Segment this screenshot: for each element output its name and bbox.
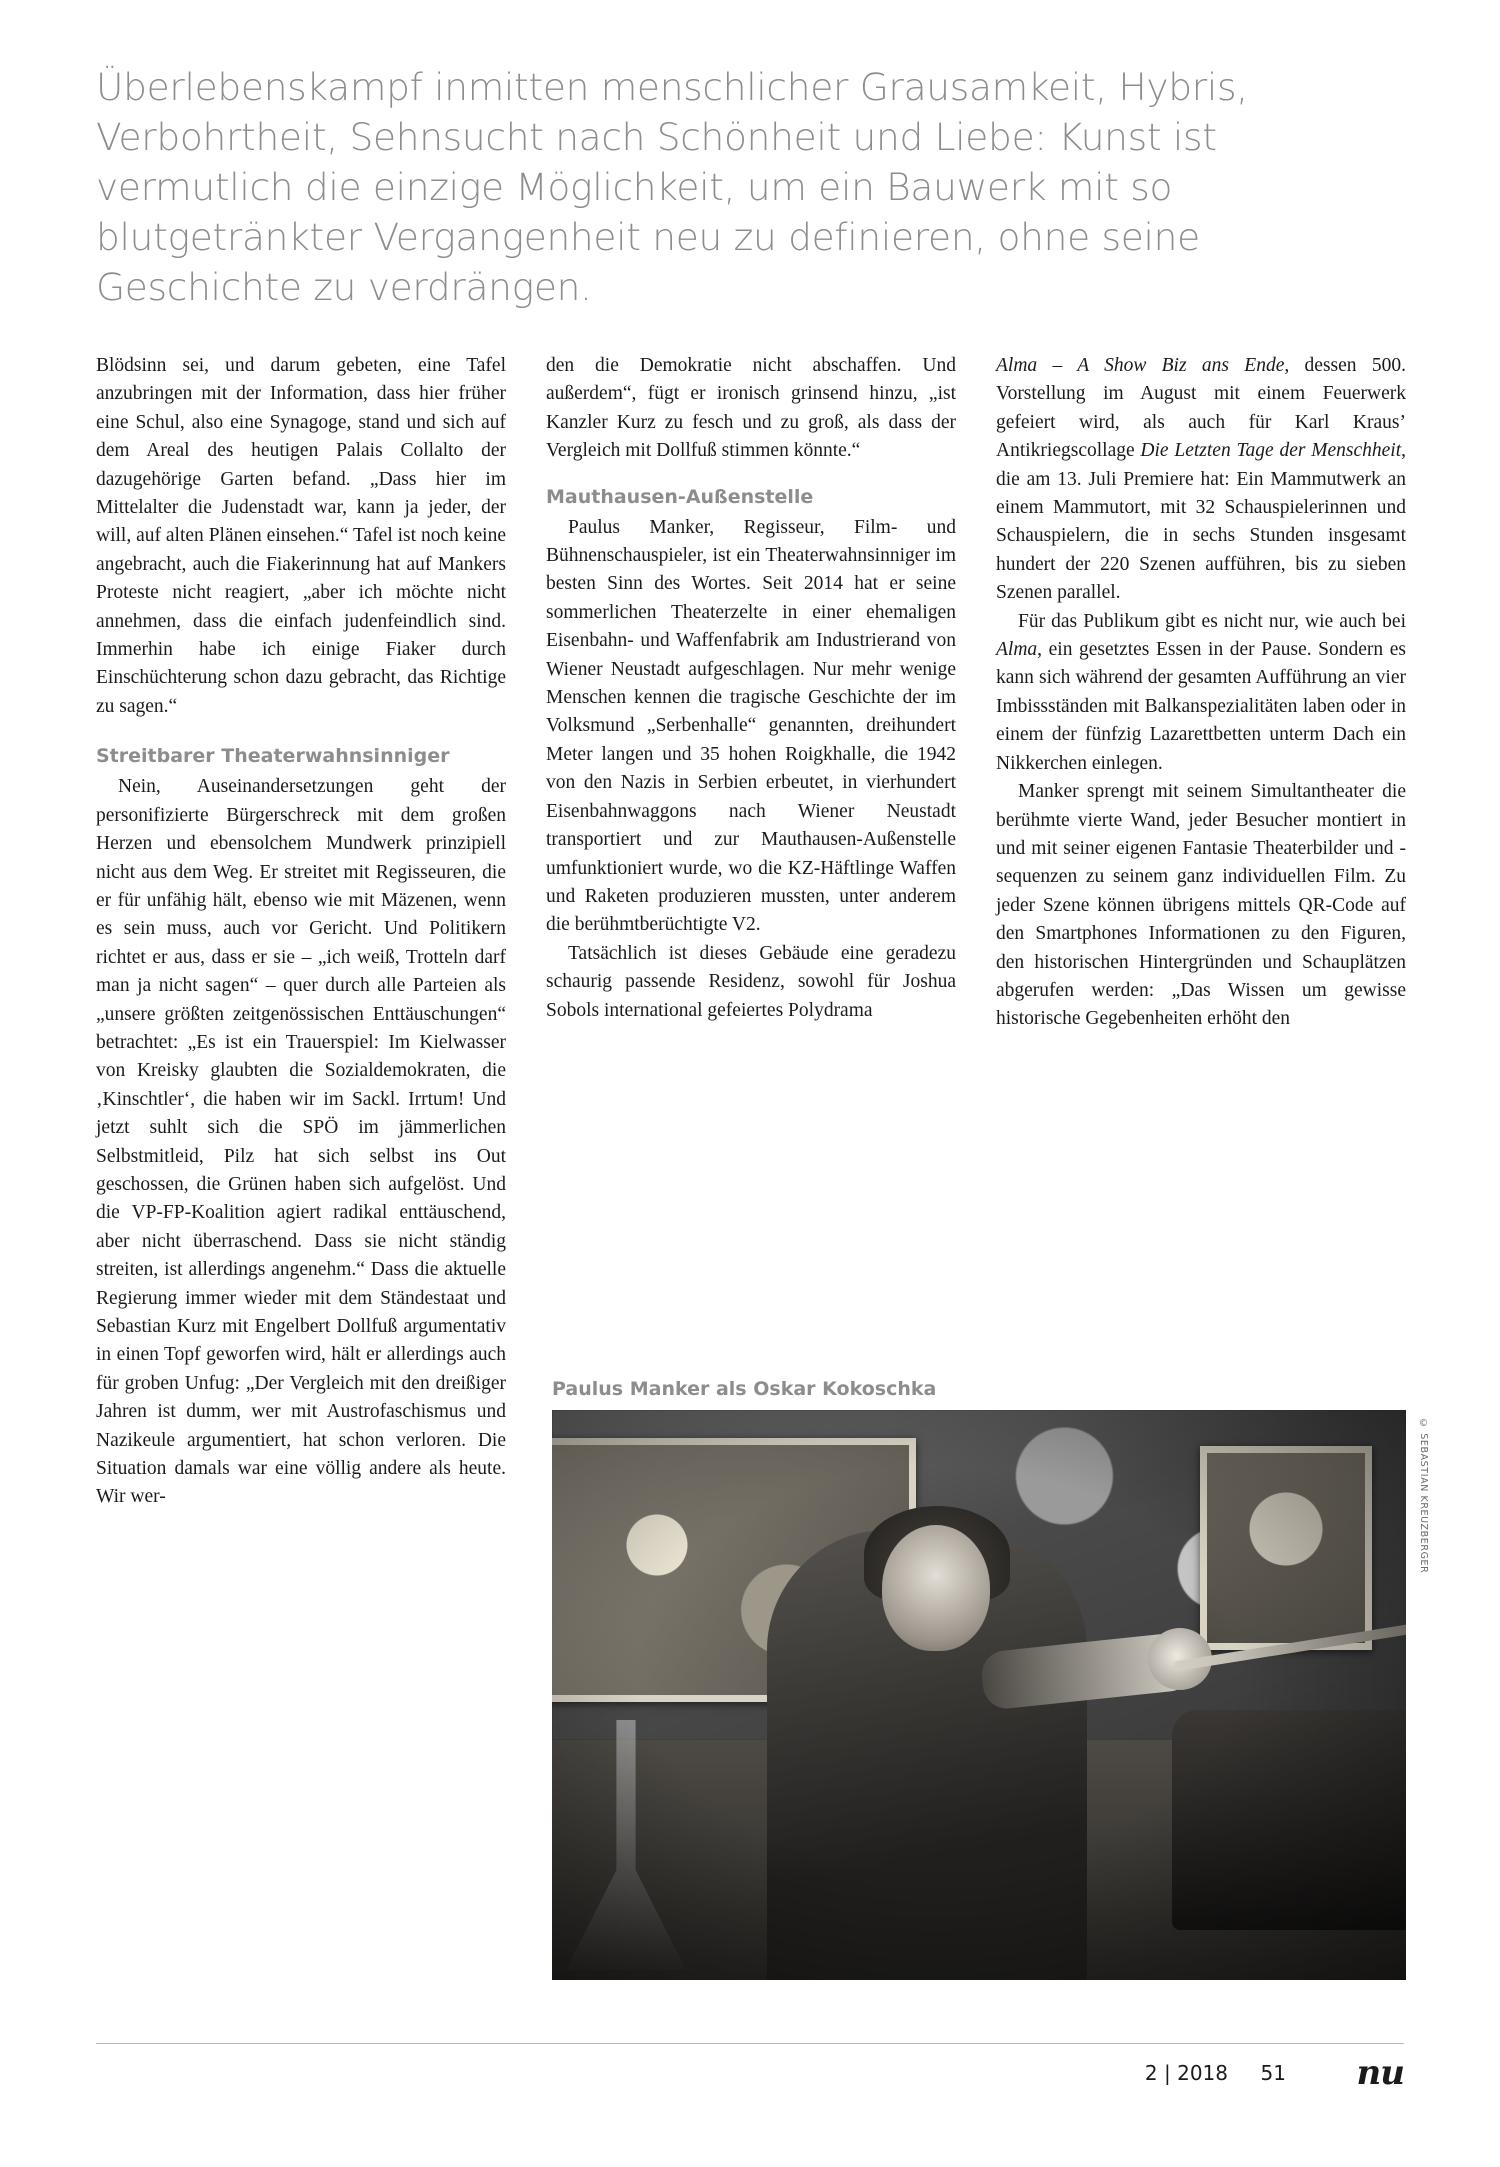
lead-paragraph: Überlebenskampf inmitten menschlicher Grausamkeit, Hybris, Verbohrtheit, Sehnsucht nach Schönheit und Liebe: Kunst ist vermutlich die einzige Möglichkeit, um ein Bauwerk mit so blutgetränkter Vergangenheit neu zu definieren, ohne seine Geschichte zu verdrängen. [96,65,1248,309]
paragraph: Paulus Manker, Regisseur, Film- und Bühnenschauspieler, ist ein Theaterwahnsinniger im besten Sinn des Wortes. Seit 2014 hat er seine sommerlichen Theaterzelte in einer ehemaligen Eisenbahn- und Waffenfabrik am Industrierand von Wiener Neustadt aufgeschlagen. Nur mehr wenige Menschen kennen die tragische Geschichte der im Volksmund „Serbenhalle“ genannten, dreihundert Meter langen und 35 hohen Roigkhalle, die 1942 von den Nazis in Serbien erbeutet, in vierhundert Eisenbahnwaggons nach Wiener Neustadt transportiert und zur Mauthausen-Außenstelle umfunktioniert wurde, wo die KZ-Häftlinge Waffen und Raketen produzieren mussten, unter anderem die berühmtberüchtigte V2. [546,516,956,936]
photo-paulus-manker [552,1410,1406,1980]
paragraph: Alma – A Show Biz ans Ende, dessen 500. Vorstellung im August mit einem Feuerwerk gefeiert wird, als auch für Karl Kraus’ Antikriegscollage Die Letzten Tage der Menschheit, die am 13. Juli Premiere hat: Ein Mammutwerk an einem Mammutort, mit 32 Schauspielerinnen und Schauspielern, die in sechs Stunden insgesamt hundert der 220 Szenen aufführen, bis zu sieben Szenen parallel. [996,355,1407,604]
paragraph: Für das Publikum gibt es nicht nur, wie auch bei Alma, ein gesetztes Essen in der Pause. Sondern es kann sich während der gesamten Aufführung an vier Imbissständen mit Balkanspezialitäten laben oder in einem der fünfzig Lazarettbetten unterm Dach ein Nikkerchen einlegen. [996,610,1406,774]
magazine-logo: nu [1356,2053,1404,2093]
paragraph: Nein, Auseinandersetzungen geht der personifizierte Bürgerschreck mit dem großen Herzen und ebensolchem Mundwerk prinzipiell nicht aus dem Weg. Er streitet mit Regisseuren, die er für unfähig hält, ebenso wie mit Mäzenen, wenn es sein muss, auch vor Gericht. Und Politikern richtet er aus, dass er sie – „ich weiß, Trotteln darf man ja nicht sagen“ – quer durch alle Parteien als „unsere größten zeitgenössischen Enttäuschungen“ betrachtet: „Es ist ein Trauerspiel: Im Kielwasser von Kreisky glaubten die Sozialdemokraten, die ‚Kinschtler‘, die haben wir im Sackl. Irrtum! Und jetzt suhlt sich die SPÖ im jämmerlichen Selbstmitleid, Pilz hat sich selbst ins Out geschossen, die Grünen haben sich aufgelöst. Und die VP-FP-Koalition agiert radikal enttäuschend, aber nicht überraschend. Dass sie nicht ständig streiten, ist allerdings angenehm.“ Dass die aktuelle Regierung immer wieder mit dem Ständestaat und Sebastian Kurz mit Engelbert Dollfuß argumentativ in einen Topf geworfen wird, hält er allerdings auch für groben Unfug: „Der Vergleich mit den dreißiger Jahren ist dumm, wer mit Austrofaschismus und Nazikeule argumentiert, hat schon verloren. Die Situation damals war eine völlig andere als heute. Wir wer- [96,776,506,1508]
section-subhead-streitbarer: Streitbarer Theaterwahnsinniger [96,745,450,768]
footer-issue: 2 | 2018 [1144,2061,1228,2085]
paragraph: Blödsinn sei, und darum gebeten, eine Tafel anzubringen mit der Information, dass hier früher eine Schul, also eine Synagoge, stand und sich auf dem Areal des heutigen Palais Collalto der dazugehörige Garten befand. „Dass hier im Mittelalter die Judenstadt war, kann ja jeder, der will, auf alten Plänen einsehen.“ Tafel ist noch keine angebracht, auch die Fiakerinnung hat auf Mankers Proteste nicht reagiert, „aber ich möchte nicht annehmen, dass die einfach judenfeindlich sind. Immerhin habe ich einige Fiaker durch Einschüchterung schon dazu gebracht, das Richtige zu sagen.“ [96,355,506,717]
section-subhead-mauthausen: Mauthausen-Außenstelle [546,485,814,508]
photo-vignette [552,1410,1406,1980]
photo-caption: Paulus Manker als Oskar Kokoschka [552,1378,937,1400]
paragraph: Manker sprengt mit seinem Simultantheater die berühmte vierte Wand, jeder Besucher montiert in und mit seiner eigenen Fantasie Theaterbilder und -sequenzen zu seinem ganz individuellen Film. Zu jeder Szene können übrigens mittels QR-Code auf den Smartphones Informationen zu den Figuren, den historischen Hintergründen und Schauplätzen abgerufen werden: „Das Wissen um gewisse historische Gegebenheiten erhöht den [996,781,1406,1030]
paragraph: den die Demokratie nicht abschaffen. Und außerdem“, fügt er ironisch grinsend hinzu, „ist Kanzler Kurz zu fesch und zu groß, als dass der Vergleich mit Dollfuß stimmen könnte.“ [546,355,956,462]
footer-page-number: 51 [1260,2061,1286,2085]
column-3 [996,352,1406,1034]
photo-credit: © SEBASTIAN KREUZBERGER [1418,1418,1429,1574]
footer-divider [96,2043,1404,2044]
column-2 [546,352,956,1025]
page-footer [96,2053,1404,2097]
paragraph: Tatsächlich ist dieses Gebäude eine geradezu schaurig passende Residenz, sowohl für Joshua Sobols international gefeiertes Polydrama [546,942,956,1021]
column-1 [96,352,506,1512]
